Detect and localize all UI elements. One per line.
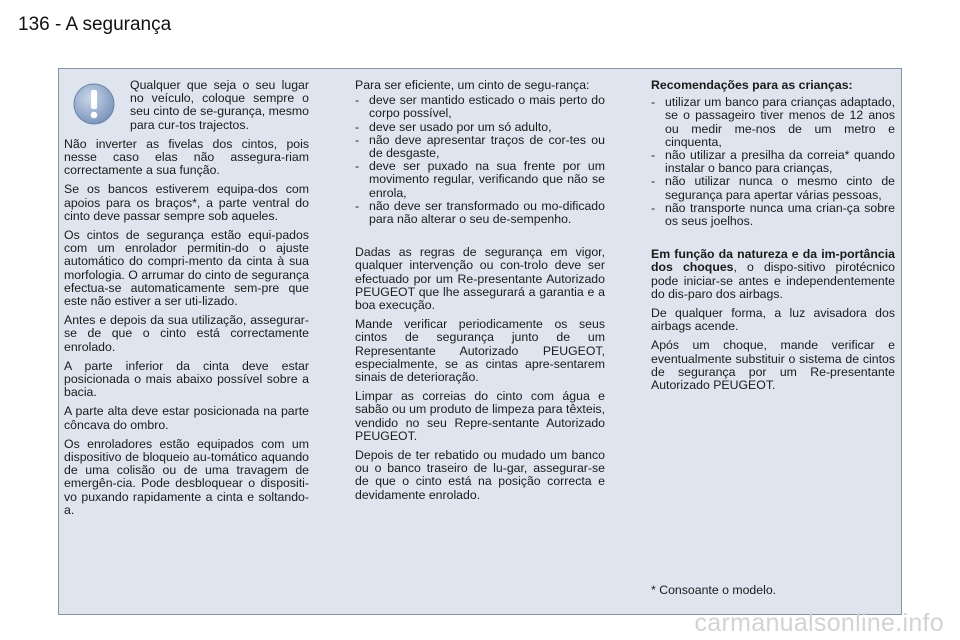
bold-lead: Em função da natureza e da im-portância dos choques bbox=[651, 247, 895, 275]
belt-requirements-list bbox=[355, 94, 605, 226]
list-item: - não deve ser transformado ou mo-dificado para não alterar o seu de-sempenho. bbox=[355, 200, 605, 226]
list-item: - não transporte nunca uma crian-ça sobre os seus joelhos. bbox=[651, 202, 895, 228]
paragraph: Se os bancos estiverem equipa-dos com apoios para os braços*, a parte ventral do cinto deve passar sempre sob aqueles. bbox=[64, 182, 309, 223]
paragraph: Antes e depois da sua utilização, assegurar-se de que o cinto está correctamente enrolado. bbox=[64, 313, 309, 354]
list-item: - deve ser mantido esticado o mais perto do corpo possível, bbox=[355, 94, 605, 120]
footnote: * Consoante o modelo. bbox=[651, 583, 777, 597]
list-item: - deve ser puxado na sua frente por um movimento regular, verificando que não se enrola, bbox=[355, 160, 605, 200]
list-item: - deve ser usado por um só adulto, bbox=[355, 121, 605, 134]
section-heading: Recomendações para as crianças: bbox=[651, 78, 853, 92]
paragraph bbox=[651, 248, 895, 301]
paragraph-rest: , o dispo-sitivo pirotécnico pode iniciar-se antes e independentemente do dis-paro dos airbags. bbox=[651, 260, 895, 301]
intro-text: Para ser eficiente, um cinto de segu-rança: bbox=[355, 78, 590, 92]
paragraph: Os enroladores estão equipados com um dispositivo de bloqueio au-tomático aquando de uma colisão ou de uma travagem de emergên-cia. Pode desbloquear o dispositi-vo puxando rapidamente a cinta e soltando-a. bbox=[64, 436, 309, 517]
list-item: - utilizar um banco para crianças adaptado, se o passageiro tiver menos de 12 anos ou medir me-nos de um metro e cinquenta, bbox=[651, 96, 895, 149]
column-2 bbox=[355, 79, 605, 508]
watermark: carmanualsonline.info bbox=[694, 609, 944, 637]
paragraph: A parte alta deve estar posicionada na parte côncava do ombro. bbox=[64, 404, 309, 432]
children-recommendations-list bbox=[651, 96, 895, 228]
paragraph: Qualquer que seja o seu lugar no veículo, coloque sempre o seu cinto de se-gurança, mesmo para cur-tos trajectos. bbox=[130, 78, 309, 132]
exclamation-icon bbox=[72, 82, 116, 126]
content-panel bbox=[58, 68, 902, 615]
paragraph: Depois de ter rebatido ou mudado um banco ou o banco traseiro de lu-gar, assegurar-se de que o cinto está na posição correcta e devidamente enrolado. bbox=[355, 448, 605, 502]
paragraph: A parte inferior da cinta deve estar posicionada o mais abaixo possível sobre a bacia. bbox=[64, 358, 309, 400]
paragraph: De qualquer forma, a luz avisadora dos airbags acende. bbox=[651, 306, 895, 334]
page-title: 136 - A segurança bbox=[18, 14, 172, 35]
paragraph: Mande verificar periodicamente os seus cintos de segurança junto de um Representante Autorizado PEUGEOT, especialmente, se as cintas apre-sentarem sinais de deterioração. bbox=[355, 317, 605, 385]
list-item: - não deve apresentar traços de cor-tes ou de desgaste, bbox=[355, 134, 605, 160]
list-item: - não utilizar a presilha da correia* quando instalar o banco para crianças, bbox=[651, 149, 895, 175]
paragraph: Dadas as regras de segurança em vigor, qualquer intervenção ou con-trolo deve ser efectuado por um Re-presentante Autorizado PEUGEOT que lhe assegurará a garantia e a boa execução. bbox=[355, 245, 605, 313]
paragraph: Não inverter as fivelas dos cintos, pois nesse caso elas não assegura-riam correctamente a sua função. bbox=[64, 136, 309, 178]
paragraph: Após um choque, mande verificar e eventualmente substituir o sistema de cintos de segurança por um Re-presentante Autorizado PEUGEOT. bbox=[651, 338, 895, 393]
column-3 bbox=[651, 79, 895, 398]
column-1 bbox=[64, 79, 309, 523]
paragraph: Limpar as correias do cinto com água e sabão ou um produto de limpeza para têxteis, vendido no seu Repre-sentante Autorizado PEUGEOT. bbox=[355, 389, 605, 443]
paragraph: Os cintos de segurança estão equi-pados com um enrolador permitin-do o ajuste automático do compri-mento da cinta à sua morfologia. O arrumar do cinto de segurança efectua-se automaticamente sem-pre que este não estiver a ser uti-lizado. bbox=[64, 228, 309, 309]
list-item: - não utilizar nunca o mesmo cinto de segurança para apertar várias pessoas, bbox=[651, 175, 895, 201]
